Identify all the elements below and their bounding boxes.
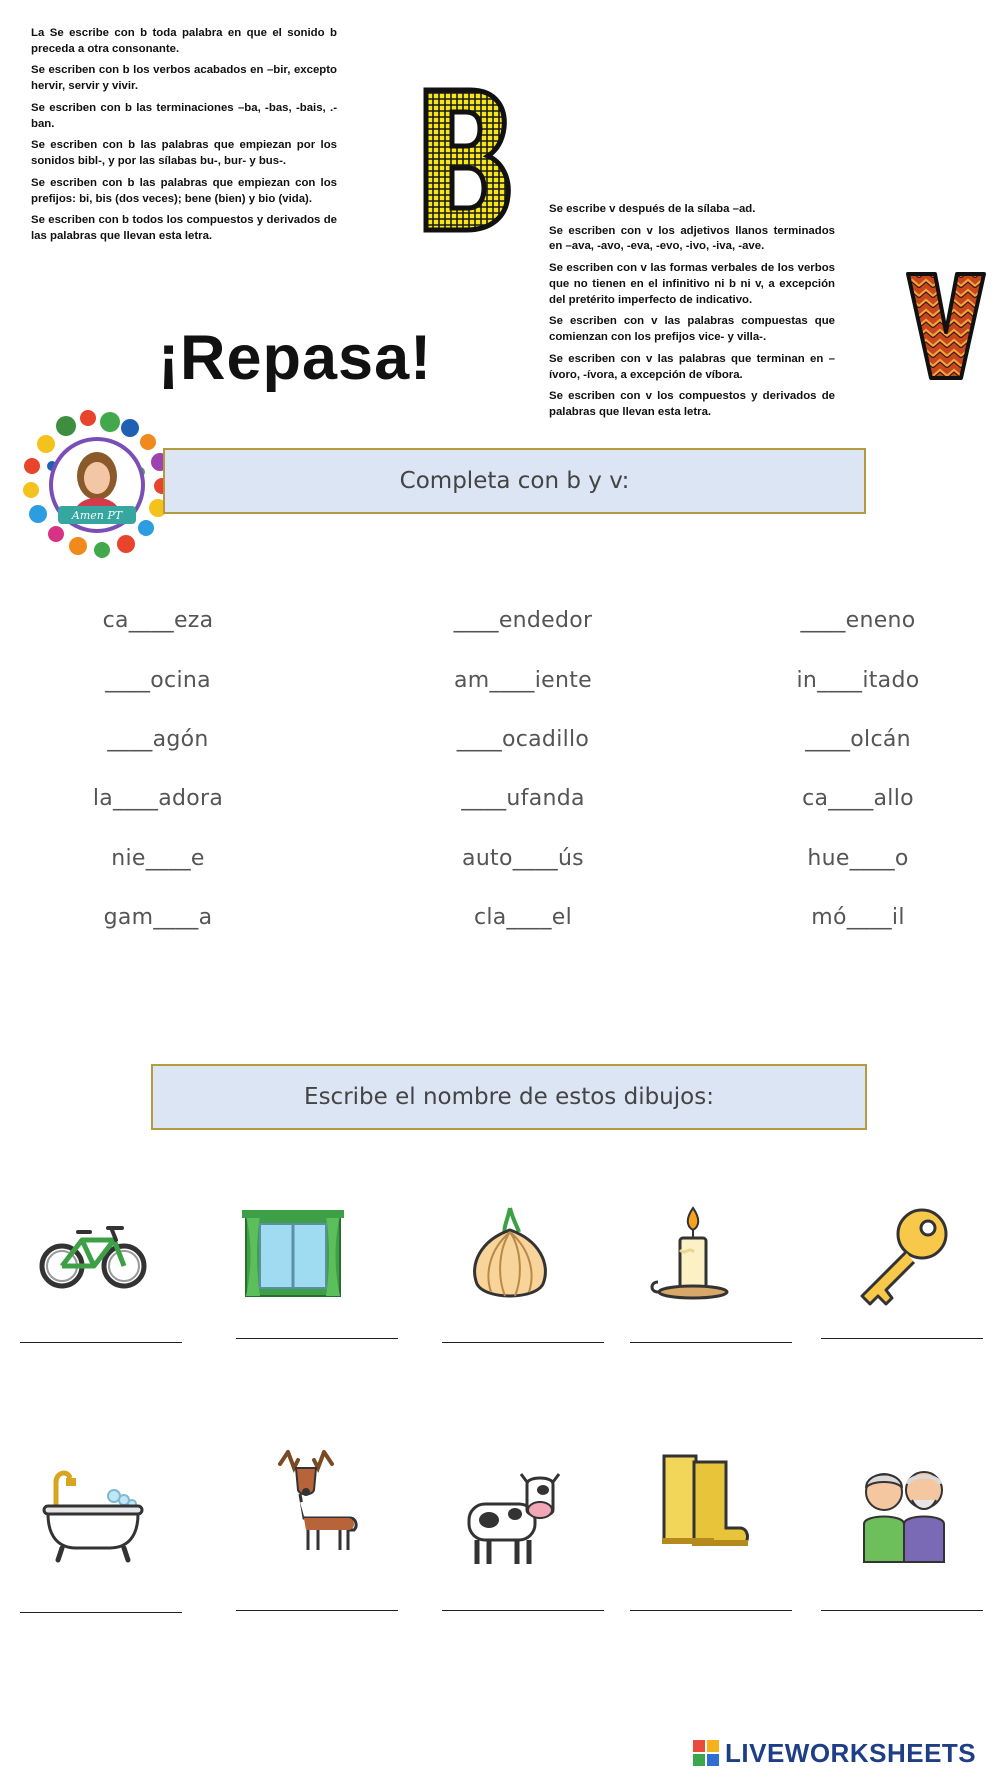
answer-line[interactable] [821, 1610, 983, 1611]
word-blank[interactable]: ____agón [107, 727, 209, 752]
letter-v-graphic [905, 268, 987, 384]
word-blank[interactable]: nie____e [111, 846, 205, 871]
letter-b-text: B [418, 84, 419, 85]
rule-v-2: Se escriben con v los adjetivos llanos terminados en –ava, -avo, -eva, -evo, -ivo, -iva, -ave. [549, 224, 835, 253]
word-blank[interactable]: ____endedor [453, 608, 593, 633]
instruction-text: Completa con b y v: [399, 468, 630, 494]
candle-icon [638, 1200, 748, 1310]
cow-icon [455, 1464, 565, 1574]
rule-b-1: La Se escribe con b toda palabra en que el sonido b preceda a otra consonante. [31, 27, 337, 55]
answer-line[interactable] [236, 1338, 398, 1339]
word-blank[interactable]: ____ufanda [461, 786, 585, 811]
rule-v-6: Se escriben con v los compuestos y derivados de palabras que llevan esta letra. [549, 390, 835, 419]
rule-b-6: Se escriben con b todos los compuestos y derivados de las palabras que llevan esta letra. [31, 214, 337, 243]
answer-line[interactable] [630, 1610, 792, 1611]
answer-line[interactable] [442, 1610, 604, 1611]
deer-icon [258, 1446, 368, 1556]
rule-b-4: Se escriben con b las palabras que empiezan por los sonidos bibl-, y por las sílabas bu-, bur- y bus-. [31, 139, 337, 168]
rule-b-2: Se escriben con b los verbos acabados en –bir, excepto hervir, servir y vivir. [31, 64, 337, 93]
word-blank[interactable]: ca____allo [802, 786, 914, 811]
brand-name: LIVEWORKSHEETS [725, 1737, 977, 1768]
answer-line[interactable] [20, 1612, 182, 1613]
bathtub-icon [38, 1460, 148, 1570]
word-blank[interactable]: cla____el [473, 905, 573, 930]
bicycle-icon [38, 1200, 148, 1310]
word-blank[interactable]: ca____eza [102, 608, 214, 633]
instruction-banner-complete [163, 448, 866, 514]
answer-line[interactable] [442, 1342, 604, 1343]
grandparents-icon [848, 1458, 958, 1568]
letter-v-text: V [905, 268, 906, 269]
word-blank[interactable]: la____adora [92, 786, 224, 811]
answer-line[interactable] [821, 1338, 983, 1339]
rule-b-5: Se escriben con b las palabras que empiezan con los prefijos: bi, bis (dos veces); bene (bien) y bio (vida). [31, 176, 337, 205]
rules-b-list [31, 26, 337, 251]
rule-v-1: Se escribe v después de la sílaba –ad. [549, 203, 756, 215]
word-blank[interactable]: in____itado [796, 668, 920, 693]
answer-line[interactable] [236, 1610, 398, 1611]
author-logo [22, 410, 172, 560]
liveworksheets-logo-icon [693, 1740, 719, 1766]
word-blank[interactable]: ____ocadillo [456, 727, 590, 752]
key-icon [848, 1200, 958, 1310]
word-blank[interactable]: gam____a [103, 905, 213, 930]
word-blank[interactable]: hue____o [807, 846, 909, 871]
logo-text: Amen PT [71, 509, 123, 522]
word-blank[interactable]: auto____ús [462, 846, 584, 871]
word-blank[interactable]: ____olcán [805, 727, 911, 752]
rules-v-list [549, 202, 835, 427]
word-blank[interactable]: am____iente [454, 668, 592, 693]
page-title: ¡Repasa! [158, 323, 433, 393]
rule-v-4: Se escriben con v las palabras compuestas que comienzan con los prefijos vice- y villa-. [549, 315, 835, 344]
rule-b-3: Se escriben con b las terminaciones –ba, -bas, -bais, .-ban. [31, 101, 337, 130]
word-blank[interactable]: mó____il [811, 905, 905, 930]
liveworksheets-brand[interactable] [693, 1738, 976, 1768]
rule-v-3: Se escriben con v las formas verbales de los verbos que no tienen en el infinitivo ni b ni v, a excepción del pretérito imperfecto de indicativo. [549, 262, 835, 306]
word-blank[interactable]: ____ocina [105, 668, 211, 693]
instruction-banner-name-pictures [151, 1064, 867, 1130]
letter-b-graphic [418, 84, 512, 236]
rule-v-5: Se escriben con v las palabras que terminan en –ívoro, -ívora, a excepción de víbora. [549, 352, 835, 381]
onion-icon [455, 1200, 565, 1310]
word-blank[interactable]: ____eneno [800, 608, 916, 633]
boots-icon [650, 1448, 760, 1558]
answer-line[interactable] [630, 1342, 792, 1343]
answer-line[interactable] [20, 1342, 182, 1343]
window-icon [238, 1200, 348, 1310]
instruction-text: Escribe el nombre de estos dibujos: [304, 1084, 714, 1110]
